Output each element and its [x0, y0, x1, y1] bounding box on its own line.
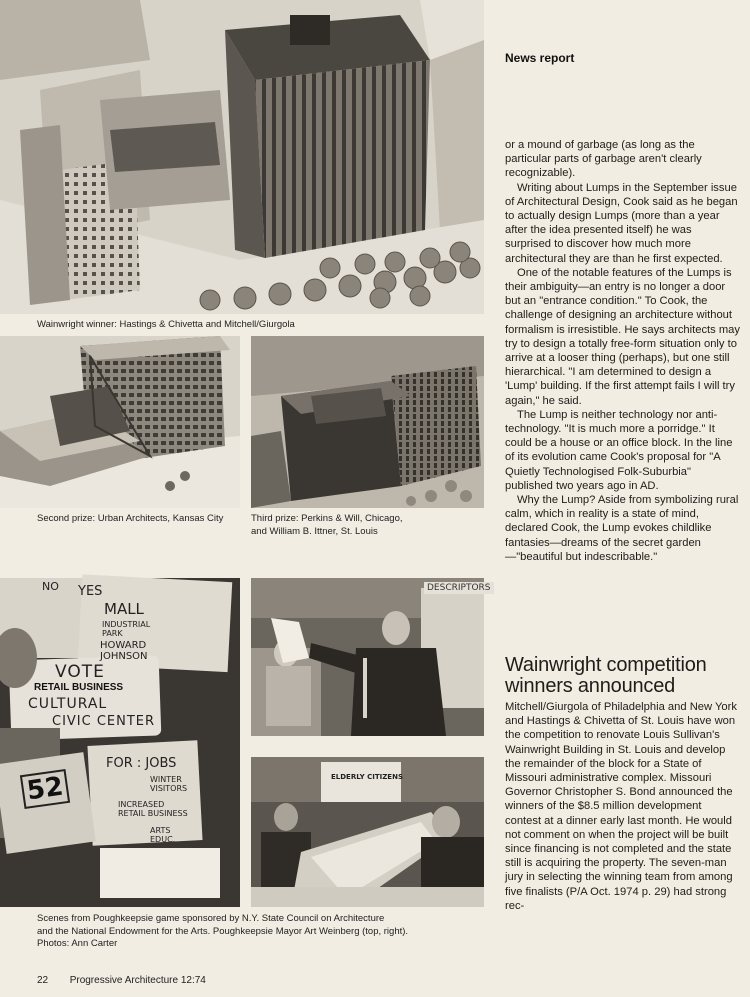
- article-paragraph: Why the Lump? Aside from symbolizing rural calm, which in reality is a state of mind, declared Cook, the Lump evokes childlike fantasies—dreams of the secret garden—"beautiful but indescribable.": [505, 494, 739, 563]
- winner-model-photo: [0, 0, 484, 314]
- winner-caption: Wainwright winner: Hastings & Chivetta and Mitchell/Giurgola: [37, 319, 295, 330]
- sign-cultural: CULTURAL: [28, 696, 108, 712]
- article-paragraph: One of the notable features of the Lumps is their ambiguity—an entry is no longer a door but an "entrance condition." To Cook, the challenge of designing an architecture without formalism is irresistible. He says architects may try to design a totally free-form situation only to arrive at a looser thing (perhaps), but one still hierarchical. "I am determined to design a 'Lump' building. If the first attempt fails I will try again," he said.: [505, 266, 740, 407]
- scenes-caption-line2: and the National Endowment for the Arts. Poughkeepsie Mayor Art Weinberg (top, right).: [37, 925, 409, 937]
- page-number: 22: [37, 975, 49, 986]
- mayor-photo: [251, 578, 491, 736]
- article-paragraph: Writing about Lumps in the September issue of Architectural Design, Cook said as he began to actually design Lumps (more than a year after the idea presented itself) he was surprised to discover how much more architectural they are than he first expected.: [505, 181, 738, 265]
- page-footer: [37, 975, 206, 986]
- scenes-caption: [37, 913, 408, 951]
- third-prize-photo: [251, 336, 484, 508]
- sign-winter-visitors: WINTER VISITORS: [150, 775, 188, 793]
- article-column: [505, 138, 740, 564]
- section-paragraph: Mitchell/Giurgola of Philadelphia and New York and Hastings & Chivetta of St. Louis have won the competition to renovate Louis Sullivan's Wainwright Building in St. Louis and develop the remainder of the block for a State of Missouri administrative complex. Missouri Governor Christopher S. Bond announced the winners of the $8.5 million development contest at a dinner early last month. He would not comment on when the project will be built since financing is not completed and the state still is acquiring the property. The seven-man jury in selecting the winning team from among five finalists (P/A Oct. 1974 p. 29) had strong rec-: [505, 701, 737, 912]
- photo-credit: Photos: Ann Carter: [37, 938, 118, 949]
- second-prize-photo: [0, 336, 240, 508]
- third-prize-caption: [251, 513, 403, 538]
- poughkeepsie-signs-photo: [0, 578, 240, 907]
- sign-no: NO: [42, 580, 59, 593]
- sign-vote: VOTE: [55, 662, 105, 682]
- article-paragraph: The Lump is neither technology nor anti-technology. "It is much more a porridge." It could be a house or an office block. In the line of its evolution came Cook's proposal for "A Quietly Technologised Folk-Suburbia" published two years ago in AD.: [505, 408, 733, 492]
- sign-elderly-citizens: ELDERLY CITIZENS: [331, 773, 403, 781]
- sign-industrial-park: INDUSTRIAL PARK: [102, 620, 151, 638]
- sign-retail-business: RETAIL BUSINESS: [34, 682, 124, 693]
- publication-name: Progressive Architecture 12:74: [69, 975, 206, 986]
- wainwright-section: [505, 655, 740, 913]
- sign-howard-johnson: HOWARD JOHNSON: [100, 640, 148, 662]
- elderly-citizens-photo: [251, 757, 484, 907]
- third-prize-caption-line1: Third prize: Perkins & Will, Chicago,: [251, 513, 403, 524]
- second-prize-caption: Second prize: Urban Architects, Kansas City: [37, 513, 224, 524]
- sign-number: 52: [20, 769, 70, 809]
- sign-mall: MALL: [104, 600, 144, 618]
- sign-civic-center: CIVIC CENTER: [52, 714, 156, 729]
- scenes-caption-line1: Scenes from Poughkeepsie game sponsored by N.Y. State Council on Architecture: [37, 913, 385, 924]
- article-paragraph: or a mound of garbage (as long as the particular parts of garbage aren't clearly recognizable).: [505, 139, 702, 180]
- third-prize-caption-line2: and William B. Ittner, St. Louis: [251, 525, 378, 537]
- sign-yes: YES: [78, 584, 103, 599]
- sign-arts-educ: ARTS EDUC.: [150, 826, 176, 844]
- section-title: Wainwright competition winners announced: [505, 654, 707, 697]
- section-label: News report: [505, 51, 575, 65]
- sign-increased-retail: INCREASED RETAIL BUSINESS: [118, 800, 188, 818]
- sign-for-jobs: FOR : JOBS: [106, 756, 177, 771]
- sign-descriptors: DESCRIPTORS: [424, 582, 494, 594]
